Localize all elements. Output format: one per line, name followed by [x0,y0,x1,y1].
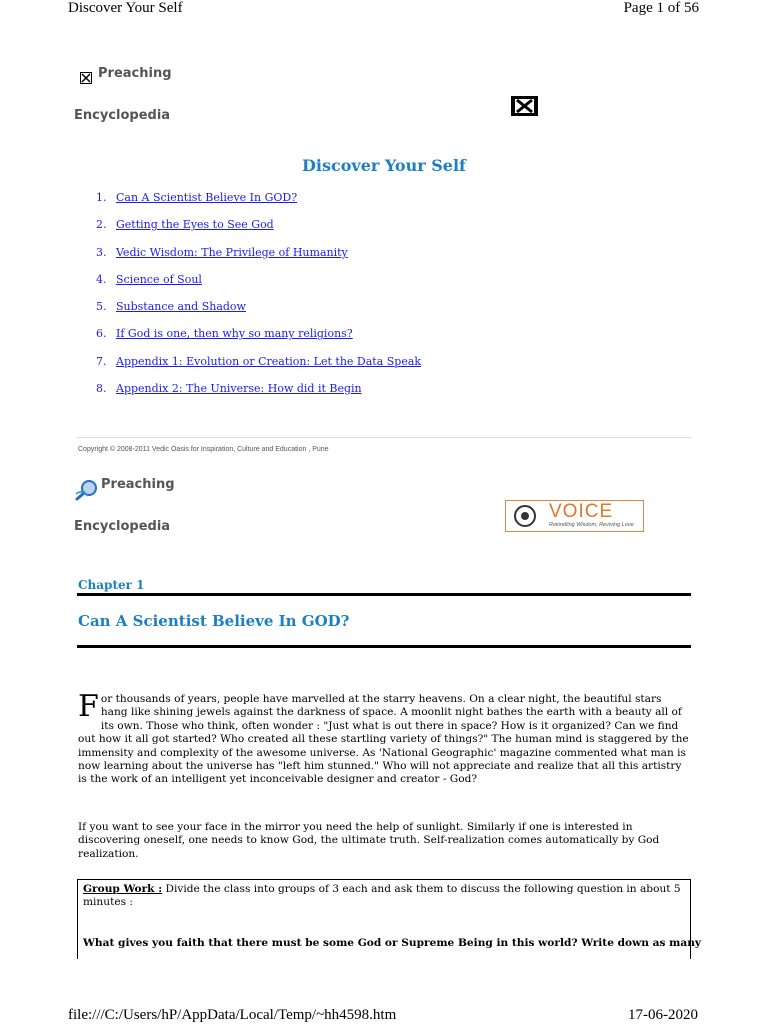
toc-link[interactable]: Getting the Eyes to See God [116,218,274,232]
page-title: Discover Your Self [302,156,466,175]
voice-logo [505,500,644,532]
voice-logo-word: VOICE [549,501,614,522]
toc-number: 6. [96,327,107,341]
brand-line-1: Preaching [98,66,172,81]
body-paragraph-1 [78,689,690,787]
paragraph-text: or thousands of years, people have marvelled at the starry heavens. On a clear night, the beautiful stars hang like shining jewels against the darkness of space. A moonlit night bathes the earth with a beauty all of its own. Those who think, often wonder : "Just what is out there in space? How is it organized? Can we find out how it all got started? Who created all these startling variety of things?" The human mind is staggered by the immensity and complexity of the awesome universe. As 'National Geographic' magazine commented what man is now learning about the universe has "left him stunned." Who will not appreciate and realize that all this artistry is the work of an intelligent yet inconceivable designer and creator - God? [78,693,689,786]
broken-image-icon [80,72,92,84]
table-of-contents [96,191,421,409]
page-number: Page 1 of 56 [623,0,699,16]
magnifier-icon [74,479,100,501]
group-work-label: Group Work : [83,883,163,895]
toc-item[interactable] [96,327,421,354]
toc-link[interactable]: Can A Scientist Believe In GOD? [116,191,298,204]
body-paragraph-2: If you want to see your face in the mirror you need the help of sunlight. Similarly if one is interested in discovering oneself, one needs to know God, the ultimate truth. Self-realization comes automatically by God realization. [78,821,660,860]
toc-number: 5. [96,300,107,314]
toc-number: 8. [96,382,107,396]
copyright-text: Copyright © 2008-2011 Vedic Oasis for Inspiration, Culture and Education , Pune [78,446,329,453]
toc-item[interactable] [96,218,421,245]
toc-link[interactable]: Vedic Wisdom: The Privilege of Humanity [116,245,348,259]
drop-cap: F [78,689,99,724]
brand-line-2: Encyclopedia [74,108,171,123]
toc-link[interactable]: If God is one, then why so many religions? [116,327,353,341]
toc-link[interactable]: Science of Soul [116,272,202,286]
file-path: file:///C:/Users/hP/AppData/Local/Temp/~hh4598.htm [68,1007,397,1023]
chapter-rule-bottom [77,645,691,648]
chapter-title: Can A Scientist Believe In GOD? [78,612,350,630]
toc-number: 1. [96,191,107,204]
toc-item[interactable] [96,382,421,409]
wheel-icon [514,505,536,527]
toc-item[interactable] [96,273,421,300]
toc-link[interactable]: Appendix 2: The Universe: How did it Begin [116,382,362,396]
group-work-box [77,879,702,959]
toc-link[interactable]: Substance and Shadow [116,300,246,314]
print-date: 17-06-2020 [628,1007,698,1023]
chapter-label: Chapter 1 [78,578,145,592]
toc-number: 7. [96,354,107,368]
brand-line-1: Preaching [101,477,175,492]
toc-item[interactable] [96,355,421,382]
toc-item[interactable] [96,246,421,273]
toc-item[interactable] [96,191,421,218]
print-header-title: Discover Your Self [68,0,183,16]
chapter-rule-top [77,593,691,596]
group-work-question: What gives you faith that there must be some God or Supreme Being in this world? Write down as many [83,937,702,949]
group-work-text: Divide the class into groups of 3 each and ask them to discuss the following question in about 5 minutes : [83,883,681,908]
voice-logo-tagline: Rekindling Wisdom, Reviving Love [549,522,634,528]
divider [77,437,691,438]
brand-line-2: Encyclopedia [74,519,171,534]
toc-item[interactable] [96,300,421,327]
toc-number: 2. [96,218,107,232]
toc-link[interactable]: Appendix 1: Evolution or Creation: Let the Data Speak [116,354,422,368]
toc-number: 3. [96,245,107,259]
broken-logo-icon [511,96,538,116]
toc-number: 4. [96,272,107,286]
print-header [0,0,768,20]
